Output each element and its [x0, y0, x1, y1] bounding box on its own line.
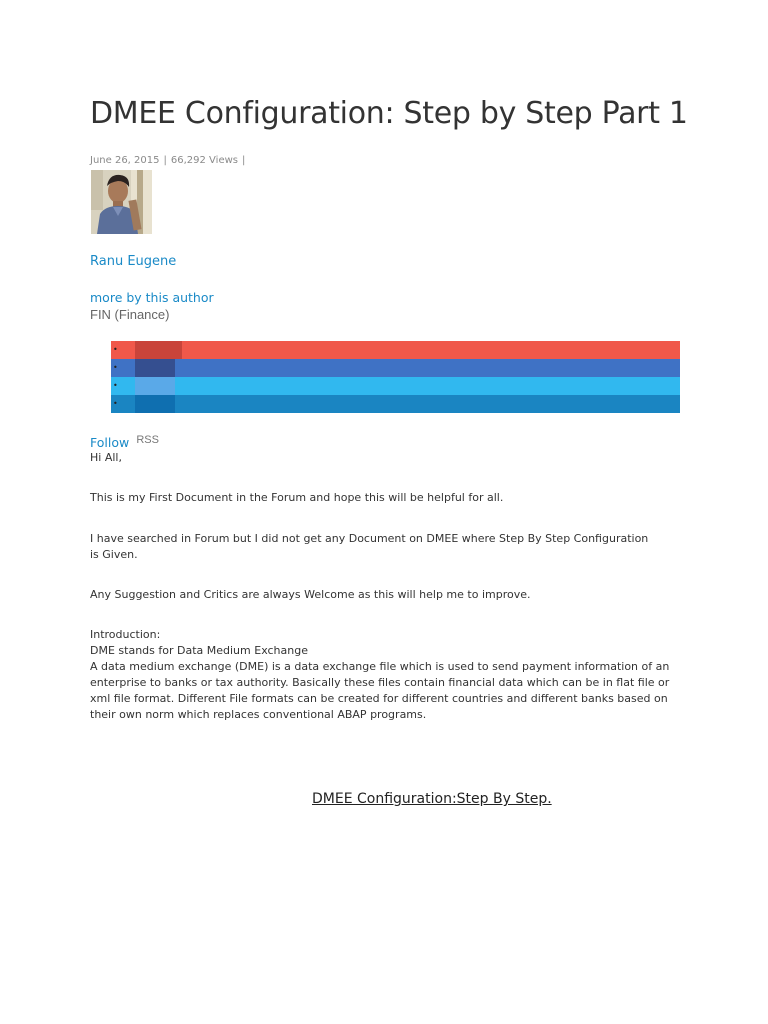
article-meta: [90, 155, 249, 166]
follow-link[interactable]: Follow: [90, 435, 130, 450]
share-bullet: •: [113, 345, 118, 354]
introduction-line: DME stands for Data Medium Exchange: [90, 644, 308, 657]
category-label: FIN (Finance): [90, 307, 170, 322]
meta-separator: |: [241, 155, 246, 166]
view-count: 66,292 Views: [170, 155, 238, 166]
introduction-label: Introduction:: [90, 628, 161, 641]
rss-link[interactable]: RSS: [136, 434, 159, 446]
share-bar-4[interactable]: [111, 395, 680, 413]
share-bullet: •: [113, 363, 118, 372]
introduction-body: A data medium exchange (DME) is a data exchange file which is used to send payment information of an enterprise to banks or tax authority. Basically these files contain financial data which can be in flat file or xml file format. Different File formats can be created for different countries and different banks based on their own norm which replaces conventional ABAP programs.: [90, 660, 670, 721]
share-bar-1[interactable]: [111, 341, 680, 359]
page-title: DMEE Configuration: Step by Step Part 1: [90, 96, 688, 131]
meta-separator: |: [163, 155, 167, 166]
share-icon-2: [135, 359, 175, 377]
author-name-link[interactable]: Ranu Eugene: [90, 254, 177, 269]
publish-date: June 26, 2015: [90, 155, 160, 166]
share-bar-2[interactable]: [111, 359, 680, 377]
section-heading: DMEE Configuration:Step By Step.: [312, 791, 552, 807]
share-bullet: •: [113, 381, 118, 390]
paragraph-2: I have searched in Forum but I did not get any Document on DMEE where Step By Step Configuration is Given.: [90, 532, 649, 561]
share-icon-1: [135, 341, 182, 359]
share-bar-3[interactable]: [111, 377, 680, 395]
share-bar-list: [111, 341, 680, 413]
paragraph-1: This is my First Document in the Forum and hope this will be helpful for all.: [90, 491, 504, 504]
share-icon-3: [135, 377, 175, 395]
follow-row: [90, 432, 159, 451]
share-bullet: •: [113, 399, 118, 408]
introduction-block: [90, 627, 670, 723]
paragraph-3: Any Suggestion and Critics are always Welcome as this will help me to improve.: [90, 588, 531, 601]
share-icon-4: [135, 395, 175, 413]
more-by-author-link[interactable]: more by this author: [90, 290, 214, 305]
greeting-text: Hi All,: [90, 451, 122, 464]
author-avatar[interactable]: [91, 170, 152, 234]
